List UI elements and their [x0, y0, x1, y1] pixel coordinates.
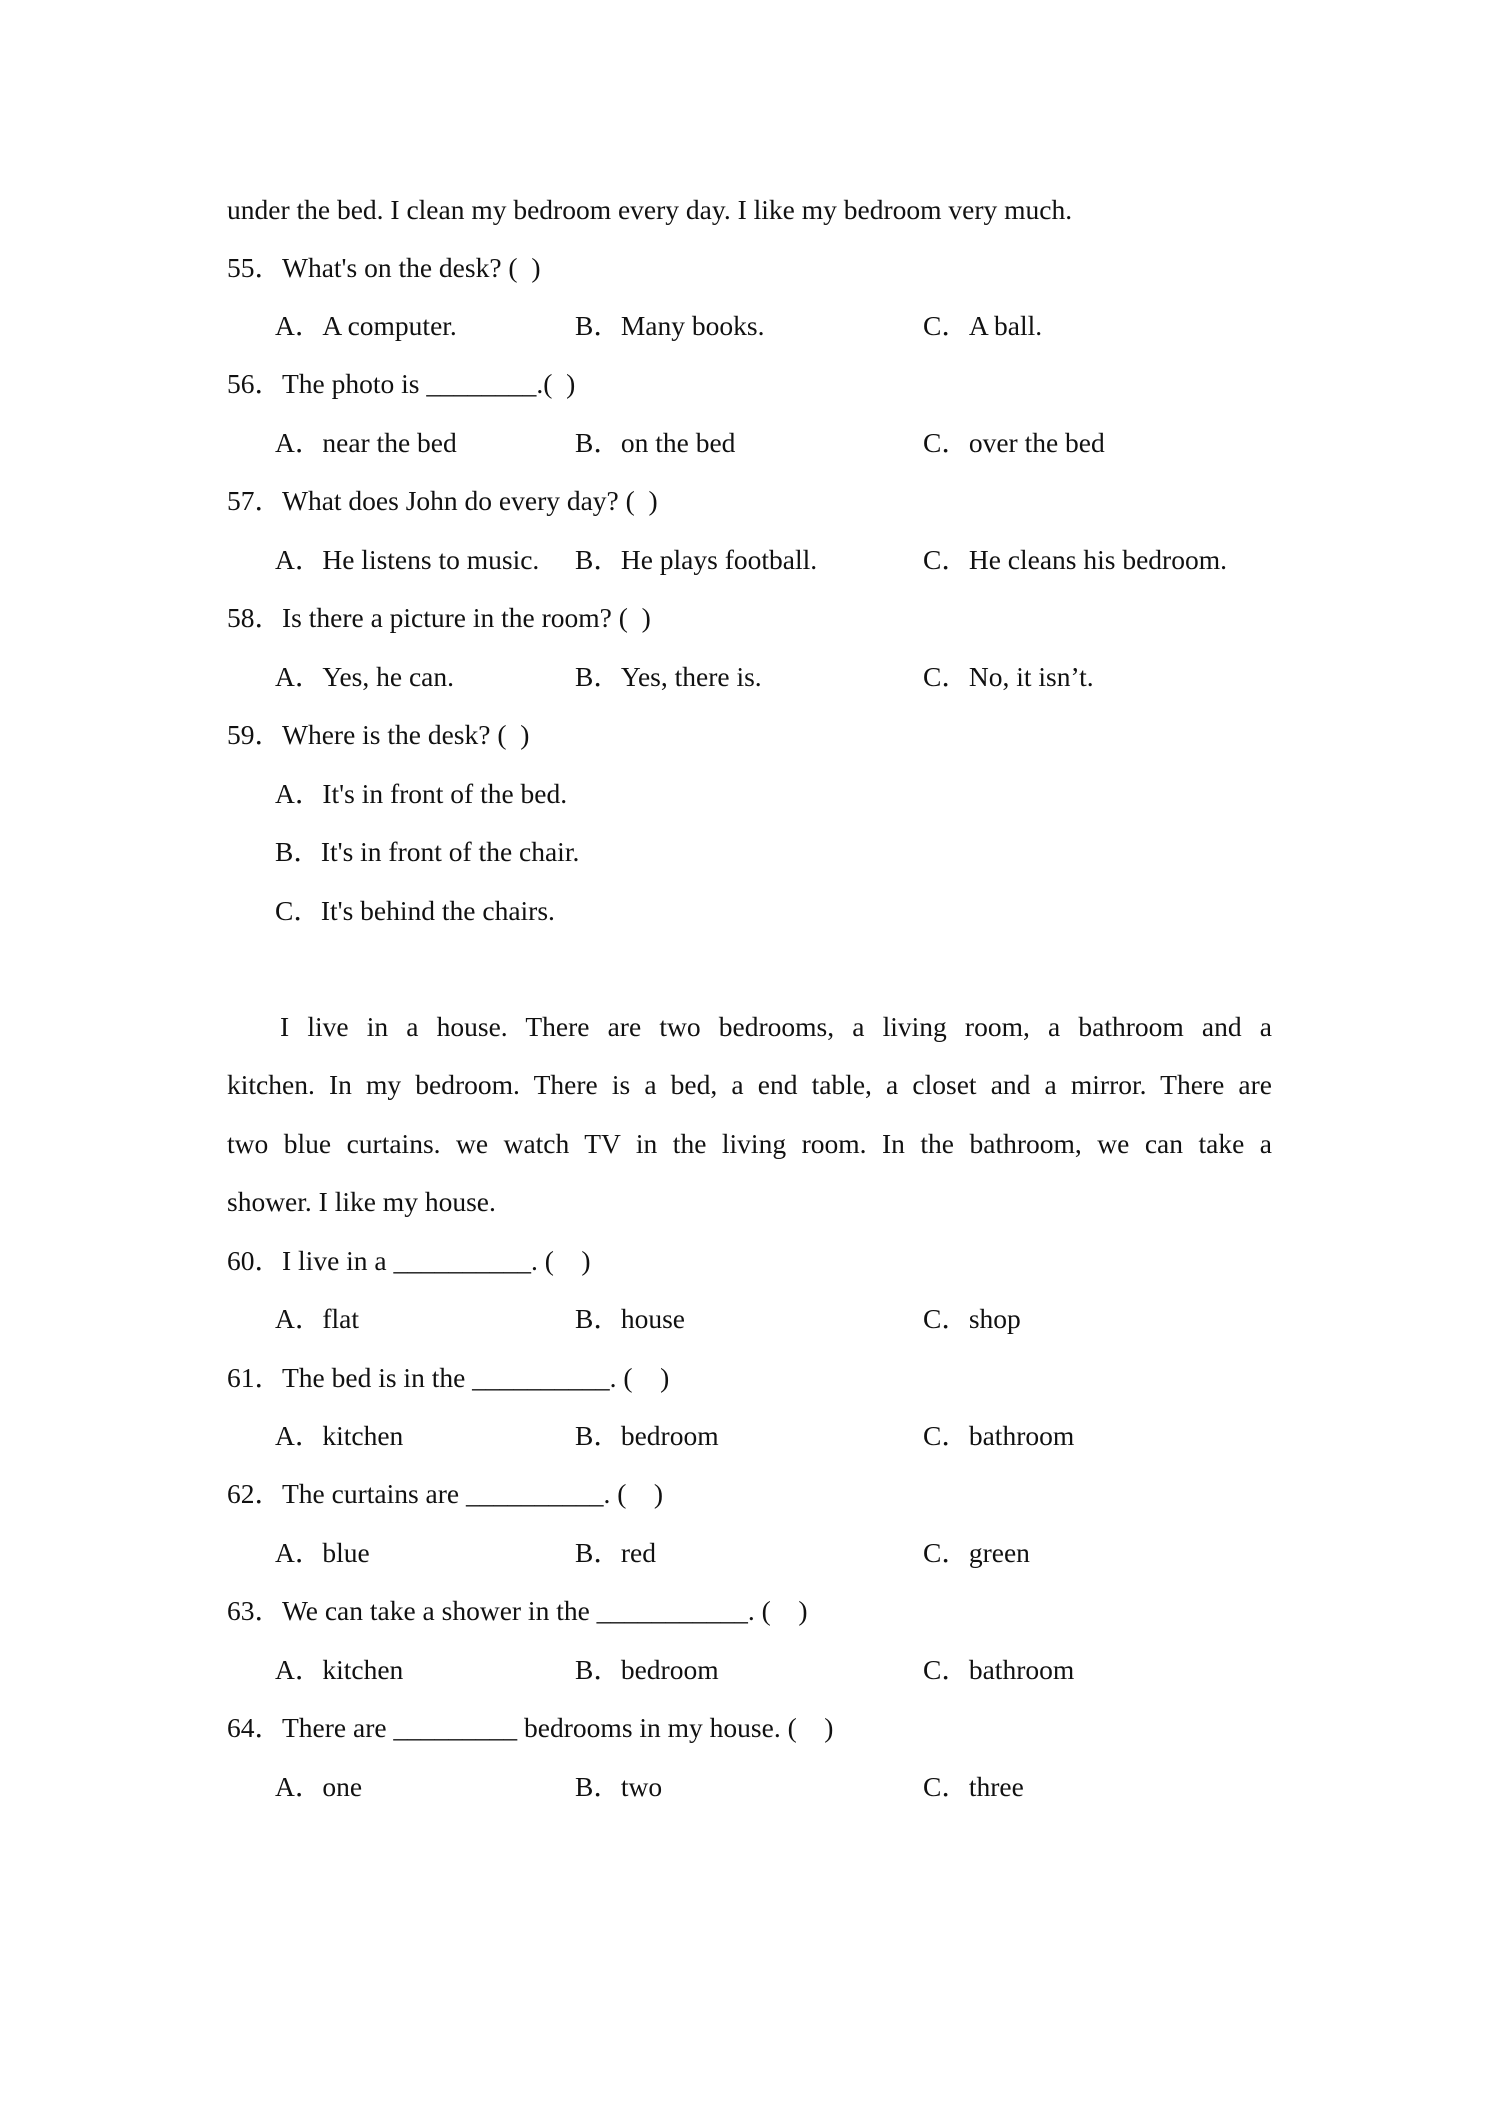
q59-option-a[interactable]: A．It's in front of the bed.: [275, 778, 568, 809]
q61-option-a[interactable]: A．kitchen: [275, 1420, 404, 1451]
question-59: 59．Where is the desk? ( ): [227, 719, 530, 750]
passage-2-line-4: shower. I like my house.: [227, 1186, 496, 1217]
question-62: 62．The curtains are __________. ( ): [227, 1478, 664, 1509]
passage-2-line-1: I live in a house. There are two bedrooms, a living room, a bathroom and a: [280, 1011, 1272, 1042]
q62-option-a[interactable]: A．blue: [275, 1537, 370, 1568]
question-55: 55．What's on the desk? ( ): [227, 252, 541, 283]
question-61: 61．The bed is in the __________. ( ): [227, 1362, 670, 1393]
question-63: 63．We can take a shower in the ___________. ( ): [227, 1595, 808, 1626]
q63-option-a[interactable]: A．kitchen: [275, 1654, 404, 1685]
q60-option-b[interactable]: B．house: [575, 1303, 685, 1334]
q57-option-a[interactable]: A．He listens to music.: [275, 544, 540, 575]
question-64: 64．There are _________ bedrooms in my house. ( ): [227, 1712, 834, 1743]
q64-option-a[interactable]: A．one: [275, 1771, 363, 1802]
q60-option-a[interactable]: A．flat: [275, 1303, 360, 1334]
passage-2-line-3: two blue curtains. we watch TV in the living room. In the bathroom, we can take a: [227, 1128, 1272, 1159]
q58-option-b[interactable]: B．Yes, there is.: [575, 661, 762, 692]
question-56: 56．The photo is ________.( ): [227, 368, 576, 399]
q63-option-b[interactable]: B．bedroom: [575, 1654, 719, 1685]
q59-option-c[interactable]: C．It's behind the chairs.: [275, 895, 555, 926]
passage-1-tail: under the bed. I clean my bedroom every day. I like my bedroom very much.: [227, 194, 1073, 225]
q55-option-b[interactable]: B．Many books.: [575, 310, 765, 341]
q62-option-c[interactable]: C．green: [923, 1537, 1030, 1568]
q62-option-b[interactable]: B．red: [575, 1537, 656, 1568]
q56-option-a[interactable]: A．near the bed: [275, 427, 457, 458]
q57-option-b[interactable]: B．He plays football.: [575, 544, 818, 575]
passage-2-line-2: kitchen. In my bedroom. There is a bed, a end table, a closet and a mirror. There are: [227, 1069, 1272, 1100]
q56-option-c[interactable]: C．over the bed: [923, 427, 1105, 458]
q61-option-b[interactable]: B．bedroom: [575, 1420, 719, 1451]
q56-option-b[interactable]: B．on the bed: [575, 427, 736, 458]
q57-option-c[interactable]: C．He cleans his bedroom.: [923, 544, 1227, 575]
q63-option-c[interactable]: C．bathroom: [923, 1654, 1075, 1685]
q64-option-b[interactable]: B．two: [575, 1771, 663, 1802]
q60-option-c[interactable]: C．shop: [923, 1303, 1021, 1334]
q55-option-c[interactable]: C．A ball.: [923, 310, 1043, 341]
q55-option-a[interactable]: A．A computer.: [275, 310, 457, 341]
q61-option-c[interactable]: C．bathroom: [923, 1420, 1075, 1451]
q58-option-a[interactable]: A．Yes, he can.: [275, 661, 454, 692]
question-57: 57．What does John do every day? ( ): [227, 485, 658, 516]
question-58: 58．Is there a picture in the room? ( ): [227, 602, 651, 633]
q59-option-b[interactable]: B．It's in front of the chair.: [275, 836, 580, 867]
q58-option-c[interactable]: C．No, it isn’t.: [923, 661, 1094, 692]
question-60: 60．I live in a __________. ( ): [227, 1245, 591, 1276]
q64-option-c[interactable]: C．three: [923, 1771, 1024, 1802]
